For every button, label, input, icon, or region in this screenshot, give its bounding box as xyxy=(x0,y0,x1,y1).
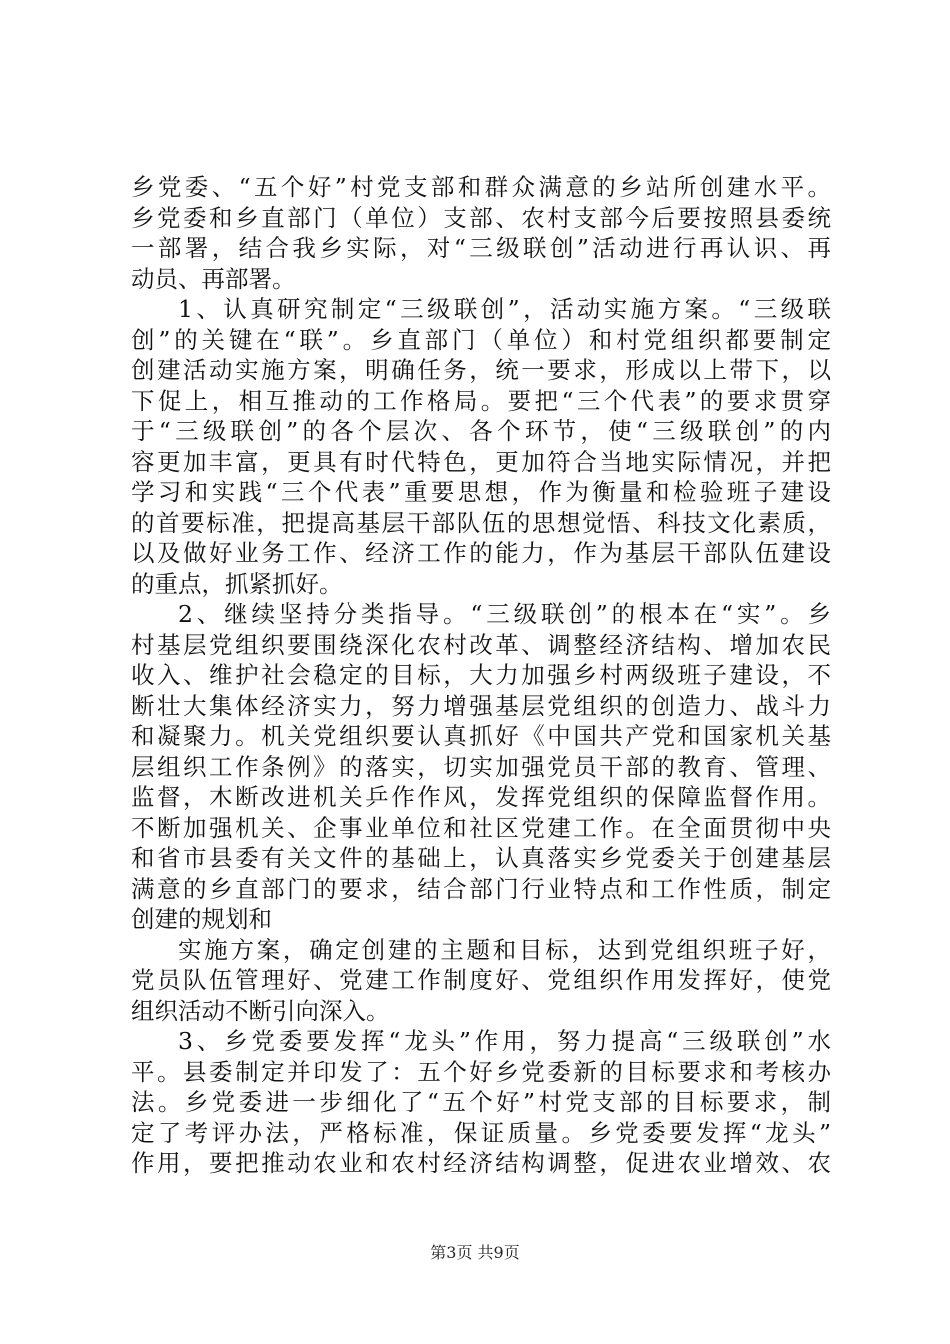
text-line: 乡党委和乡直部门（单位）支部、农村支部今后要按照县委统 xyxy=(131,203,831,232)
page-number-footer: 第3页 共9页 xyxy=(430,1243,520,1262)
paragraph-first-line: 2、继续坚持分类指导。“三级联创”的根本在“实”。乡 xyxy=(178,600,831,628)
text-line: 不断加强机关、企事业单位和社区党建工作。在全面贯彻中央 xyxy=(131,813,831,842)
text-line: 的首要标准，把提高基层干部队伍的思想觉悟、科技文化素质， xyxy=(131,508,831,537)
text-line: 收入、维护社会稳定的目标，大力加强乡村两级班子建设，不 xyxy=(131,661,831,689)
text-line: 创建的规划和 xyxy=(131,905,272,933)
text-line: 于“三级联创”的各个层次、各个环节，使“三级联创”的内 xyxy=(131,417,831,445)
text-line: 下促上，相互推动的工作格局。要把“三个代表”的要求贯穿 xyxy=(131,386,831,415)
text-line: 动员、再部署。 xyxy=(131,264,296,293)
text-line: 学习和实践“三个代表”重要思想，作为衡量和检验班子建设 xyxy=(131,478,831,506)
document-body xyxy=(131,172,831,1179)
text-line: 层组织工作条例》的落实，切实加强党员干部的教育、管理、 xyxy=(131,752,831,781)
text-line: 平。县委制定并印发了：五个好乡党委新的目标要求和考核办 xyxy=(131,1057,831,1086)
paragraph-first-line: 1、认真研究制定“三级联创”，活动实施方案。“三级联 xyxy=(178,295,831,323)
text-line: 和省市县委有关文件的基础上，认真落实乡党委关于创建基层 xyxy=(131,844,831,872)
text-line: 定了考评办法，严格标准，保证质量。乡党委要发挥“龙头” xyxy=(131,1118,831,1147)
text-line: 创建活动实施方案，明确任务，统一要求，形成以上带下，以 xyxy=(131,356,831,384)
text-line: 满意的乡直部门的要求，结合部门行业特点和工作性质，制定 xyxy=(131,874,831,903)
text-line: 的重点，抓紧抓好。 xyxy=(131,569,343,598)
text-line: 党员队伍管理好、党建工作制度好、党组织作用发挥好，使党 xyxy=(131,966,831,994)
text-line: 和凝聚力。机关党组织要认真抓好《中国共产党和国家机关基 xyxy=(131,722,831,750)
text-line: 创”的关键在“联”。乡直部门（单位）和村党组织都要制定 xyxy=(131,325,831,354)
text-line: 监督，木断改进机关乒作作风，发挥党组织的保障监督作用。 xyxy=(131,783,831,811)
text-line: 一部署，结合我乡实际，对“三级联创”活动进行再认识、再 xyxy=(131,234,831,262)
text-line: 法。乡党委进一步细化了“五个好”村党支部的目标要求，制 xyxy=(131,1088,831,1116)
text-line: 村基层党组织要围绕深化农村改革、调整经济结构、增加农民 xyxy=(131,630,831,659)
text-line: 作用，要把推动农业和农村经济结构调整，促进农业增效、农 xyxy=(131,1149,831,1177)
text-line: 组织活动不断引向深入。 xyxy=(131,996,390,1025)
text-line: 断壮大集体经济实力，努力增强基层党组织的创造力、战斗力 xyxy=(131,691,831,720)
paragraph-first-line: 3、乡党委要发挥“龙头”作用，努力提高“三级联创”水 xyxy=(178,1027,831,1055)
text-line: 容更加丰富，更具有时代特色，更加符合当地实际情况，并把 xyxy=(131,447,831,476)
paragraph-first-line: 实施方案，确定创建的主题和目标，达到党组织班子好， xyxy=(178,935,831,964)
text-line: 以及做好业务工作、经济工作的能力，作为基层干部队伍建设 xyxy=(131,539,831,567)
text-line: 乡党委、“五个好”村党支部和群众满意的乡站所创建水平。 xyxy=(131,173,831,201)
